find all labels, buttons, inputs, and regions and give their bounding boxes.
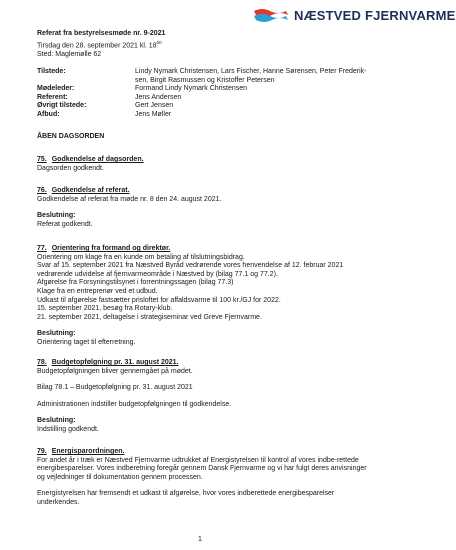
agenda-item-number: 79. bbox=[37, 448, 47, 455]
orientation-line: Afgørelse fra Forsyningstilsynet i forrentningssagen (bilag 77.3) bbox=[37, 279, 234, 287]
agenda-item-body: Dagsorden godkendt. bbox=[37, 164, 104, 172]
orientation-line: Orientering om klage fra en kunde om betaling af tilslutningsbidrag. bbox=[37, 253, 245, 261]
attendance-info bbox=[37, 68, 377, 120]
flame-wave-icon bbox=[252, 7, 292, 25]
decision-text: Referat godkendt. bbox=[37, 220, 93, 228]
agenda-item-79 bbox=[37, 448, 370, 508]
info-label: Øvrigt tilstede: bbox=[37, 102, 87, 110]
info-label: Referent: bbox=[37, 93, 68, 101]
document-title: Referat fra bestyrelsesmøde nr. 9-2021 bbox=[37, 30, 166, 37]
agenda-item-title bbox=[37, 245, 370, 254]
page-number: 1 bbox=[198, 536, 202, 543]
recommendation-text: Administrationen indstiller budgetopfølgningen til godkendelse. bbox=[37, 400, 232, 408]
orientation-line: Udkast til afgørelse fastsætter prisloftet for affaldsvarme til 100 kr./GJ for 2022. bbox=[37, 296, 281, 304]
meeting-date-text: Tirsdag den 28. september 2021 kl. 18 bbox=[37, 41, 157, 49]
decision-label: Beslutning: bbox=[37, 212, 76, 220]
agenda-item-number: 75. bbox=[37, 156, 47, 163]
agenda-item-body: Godkendelse af referat fra møde nr. 8 den 24. august 2021. bbox=[37, 195, 222, 203]
agenda-item-title bbox=[37, 187, 370, 196]
decision-text: Orientering taget til efterretning. bbox=[37, 338, 136, 346]
decision-label: Beslutning: bbox=[37, 330, 76, 338]
company-logo bbox=[252, 6, 456, 26]
orientation-line: Svar af 15. september 2021 fra Næstved Byråd vedrørende vores henvendelse af 12. februar 2021 vedrørende udvidelse af fjernvarmeområde i Næstved by (bilag 77.1 og 77.2). bbox=[37, 262, 344, 278]
meeting-header bbox=[37, 30, 370, 59]
info-label: Mødeleder: bbox=[37, 85, 75, 93]
agenda-item-title bbox=[37, 448, 370, 457]
meeting-date bbox=[37, 39, 370, 51]
info-value: Jens Møller bbox=[135, 110, 172, 118]
info-row-chair bbox=[37, 85, 377, 94]
info-label: Afbud: bbox=[37, 110, 60, 118]
orientation-line: 15. september 2021, besøg fra Rotary-klub. bbox=[37, 305, 173, 313]
agenda-item-heading: Energisparordningen. bbox=[51, 448, 125, 455]
agenda-item-number: 77. bbox=[37, 245, 47, 252]
info-row-present bbox=[37, 68, 377, 85]
agenda-item-body: Budgetopfølgningen bliver gennemgået på mødet. bbox=[37, 367, 193, 375]
decision-label: Beslutning: bbox=[37, 417, 76, 425]
info-row-other-present bbox=[37, 102, 377, 111]
info-value: Jens Andersen bbox=[135, 93, 182, 101]
agenda-item-number: 78. bbox=[37, 359, 47, 366]
agenda-item-76 bbox=[37, 187, 370, 229]
agenda-item-heading: Budgetopfølgning pr. 31. august 2021. bbox=[51, 359, 179, 366]
orientation-line: 21. september 2021, deltagelse i strategiseminar ved Greve Fjernvarme. bbox=[37, 313, 262, 321]
info-value: Gert Jensen bbox=[135, 102, 174, 110]
agenda-item-body: For andet år i træk er Næstved Fjernvarme udtrukket af Energistyrelsen til kontrol af vores indbe-rettede energibesparelser. Vores indberetning foregår gennem Dansk Fjernvarme og vi har fulgt deres anvisninger og vejledninger til dokumentation gennem processen. bbox=[37, 456, 367, 481]
open-agenda-heading: ÅBEN DAGSORDEN bbox=[37, 133, 105, 140]
meeting-time-minutes: 00 bbox=[156, 39, 162, 45]
info-row-minutes-taker bbox=[37, 94, 377, 103]
decision-text: Indstilling godkendt. bbox=[37, 425, 99, 433]
info-label: Tilstede: bbox=[37, 68, 66, 75]
agenda-item-78 bbox=[37, 359, 370, 435]
agenda-item-77 bbox=[37, 245, 370, 348]
orientation-line: Klage fra en entreprenør ved et udbud. bbox=[37, 287, 158, 295]
agenda-item-heading: Godkendelse af referat. bbox=[51, 187, 130, 194]
info-value: Formand Lindy Nymark Christensen bbox=[135, 85, 248, 93]
agenda-item-title bbox=[37, 359, 370, 368]
agenda-item-75 bbox=[37, 156, 370, 173]
info-value: Lindy Nymark Christensen, Lars Fischer, Hanne Sørensen, Peter Frederik-sen, Birgit Rasmussen og Kristoffer Petersen bbox=[135, 68, 367, 84]
attachment-reference: Bilag 78.1 – Budgetopfølgning pr. 31. august 2021 bbox=[37, 384, 193, 392]
logo-text: NÆSTVED FJERNVARME bbox=[294, 7, 456, 23]
meeting-place: Sted: Maglemølle 62 bbox=[37, 50, 102, 58]
agenda-item-body: Energistyrelsen har fremsendt et udkast til afgørelse, hvor vores indberettede energibesparelser underkendes. bbox=[37, 490, 335, 506]
agenda-item-heading: Godkendelse af dagsorden. bbox=[51, 156, 144, 163]
agenda-item-heading: Orientering fra formand og direktør. bbox=[51, 245, 171, 252]
agenda-item-title bbox=[37, 156, 370, 165]
agenda-item-number: 76. bbox=[37, 187, 47, 194]
info-row-absent bbox=[37, 111, 377, 120]
